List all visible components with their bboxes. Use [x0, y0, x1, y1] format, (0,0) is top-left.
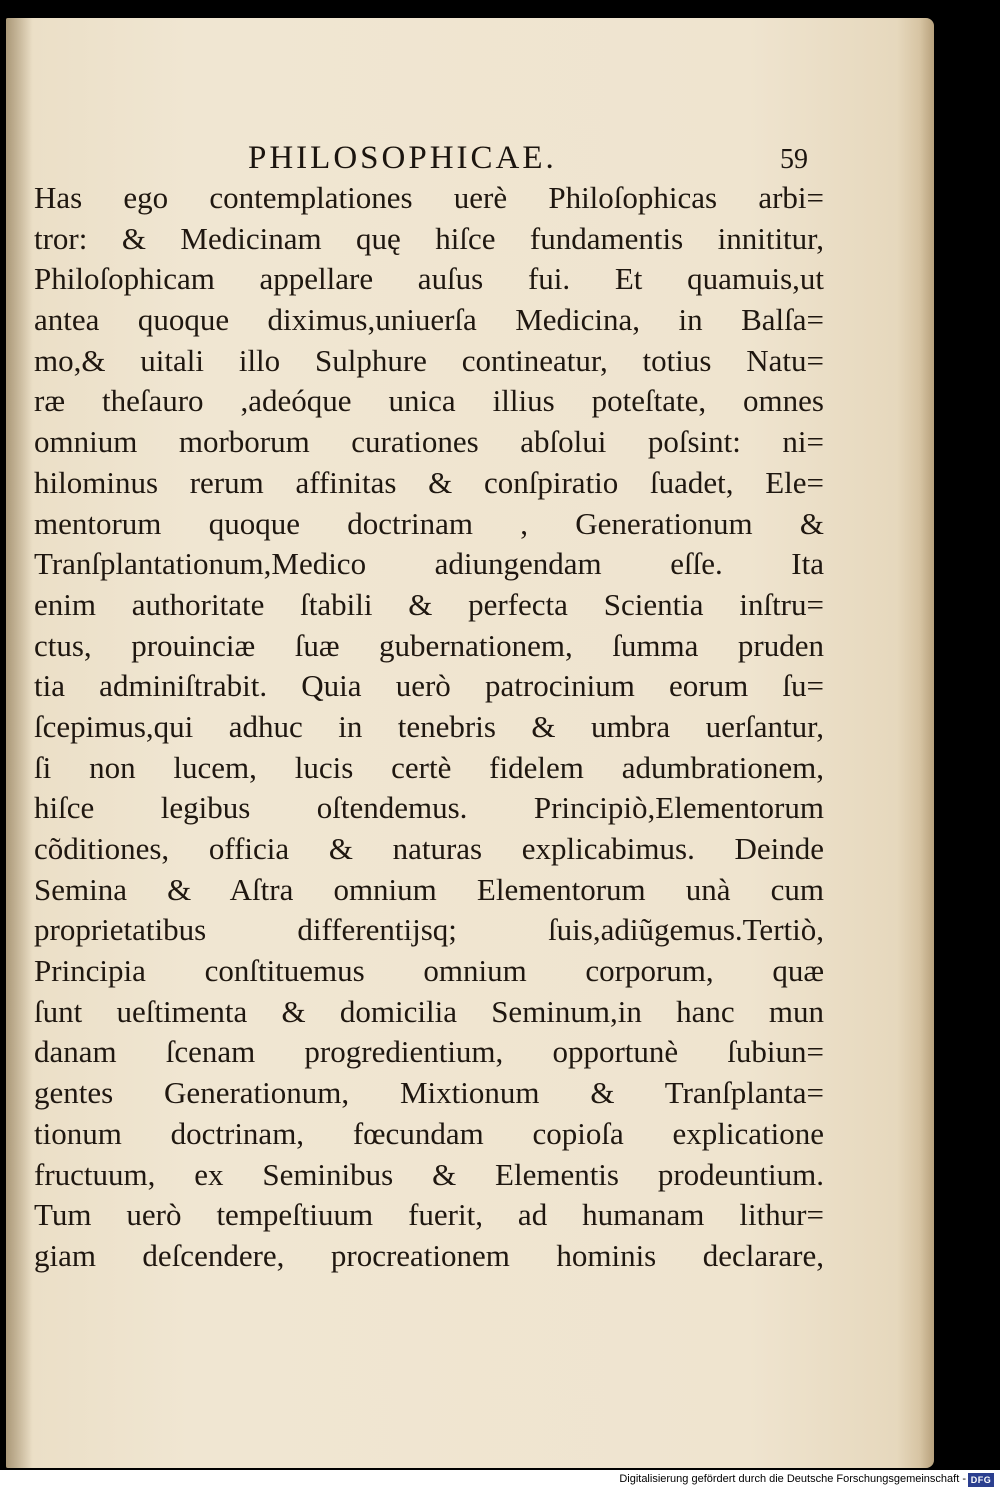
binding-shadow	[6, 18, 32, 1468]
text-line: hilominus rerum affinitas & conſpiratio ſuadet, Ele=	[34, 464, 824, 500]
text-line: ræ theſauro ,adeóque unica illius poteſtate, omnes	[34, 383, 824, 419]
text-line: gentes Generationum, Mixtionum & Tranſplanta=	[34, 1075, 824, 1111]
scanned-page	[6, 18, 934, 1468]
page-number: 59	[780, 144, 808, 175]
page-edge	[920, 18, 934, 1468]
text-line: tror: & Medicinam quę hiſce fundamentis innititur,	[34, 220, 824, 256]
running-head	[6, 132, 934, 182]
dfg-logo: DFG	[968, 1473, 994, 1487]
text-line: Principia conſtituemus omnium corporum, quæ	[34, 953, 824, 989]
text-line: Tranſplantationum,Medico adiungendam eſſe. Ita	[34, 546, 824, 582]
text-line: cõditiones, officia & naturas explicabimus. Deinde	[34, 831, 824, 866]
text-line: Tum uerò tempeſtiuum fuerit, ad humanam lithur=	[34, 1197, 824, 1233]
body-text	[34, 178, 824, 1277]
text-line: tia adminiſtrabit. Quia uerò patrocinium eorum ſu=	[34, 668, 824, 704]
text-line: giam deſcendere, procreationem hominis declarare,	[34, 1237, 824, 1273]
funding-credit: Digitalisierung gefördert durch die Deutsche Forschungsgemeinschaft -	[619, 1473, 966, 1485]
text-line: danam ſcenam progredientium, opportunè ſubiun=	[34, 1034, 824, 1070]
text-line: mentorum quoque doctrinam , Generationum &	[34, 505, 824, 541]
text-line: mo,& uitali illo Sulphure contineatur, totius Natu=	[34, 342, 824, 378]
text-line: omnium morborum curationes abſolui poſsint: ni=	[34, 424, 824, 460]
text-line: ſcepimus,qui adhuc in tenebris & umbra uerſantur,	[34, 708, 824, 744]
text-line: Philoſophicam appellare auſus fui. Et quamuis,ut	[34, 261, 824, 297]
text-line: ſi non lucem, lucis certè fidelem adumbrationem,	[34, 749, 824, 785]
text-line: Has ego contemplationes uerè Philoſophicas arbi=	[34, 180, 824, 215]
text-line: enim authoritate ſtabili & perfecta Scientia inſtru=	[34, 586, 824, 622]
running-head-title: PHILOSOPHICAE.	[248, 140, 557, 176]
text-line: fructuum, ex Seminibus & Elementis prodeuntium.	[34, 1156, 824, 1192]
text-line: hiſce legibus oſtendemus. Principiò,Elementorum	[34, 790, 824, 826]
footer-bar	[0, 1470, 1000, 1490]
text-line: ctus, prouinciæ ſuæ gubernationem, ſumma pruden	[34, 627, 824, 663]
text-line: proprietatibus differentijsq; ſuis,adiũgemus.Tertiò,	[34, 912, 824, 948]
text-line: antea quoque diximus,uniuerſa Medicina, in Balſa=	[34, 302, 824, 338]
text-line: ſunt ueſtimenta & domicilia Seminum,in hanc mun	[34, 993, 824, 1029]
text-line: tionum doctrinam, fœcundam copioſa explicatione	[34, 1115, 824, 1151]
text-line: Semina & Aſtra omnium Elementorum unà cum	[34, 871, 824, 907]
